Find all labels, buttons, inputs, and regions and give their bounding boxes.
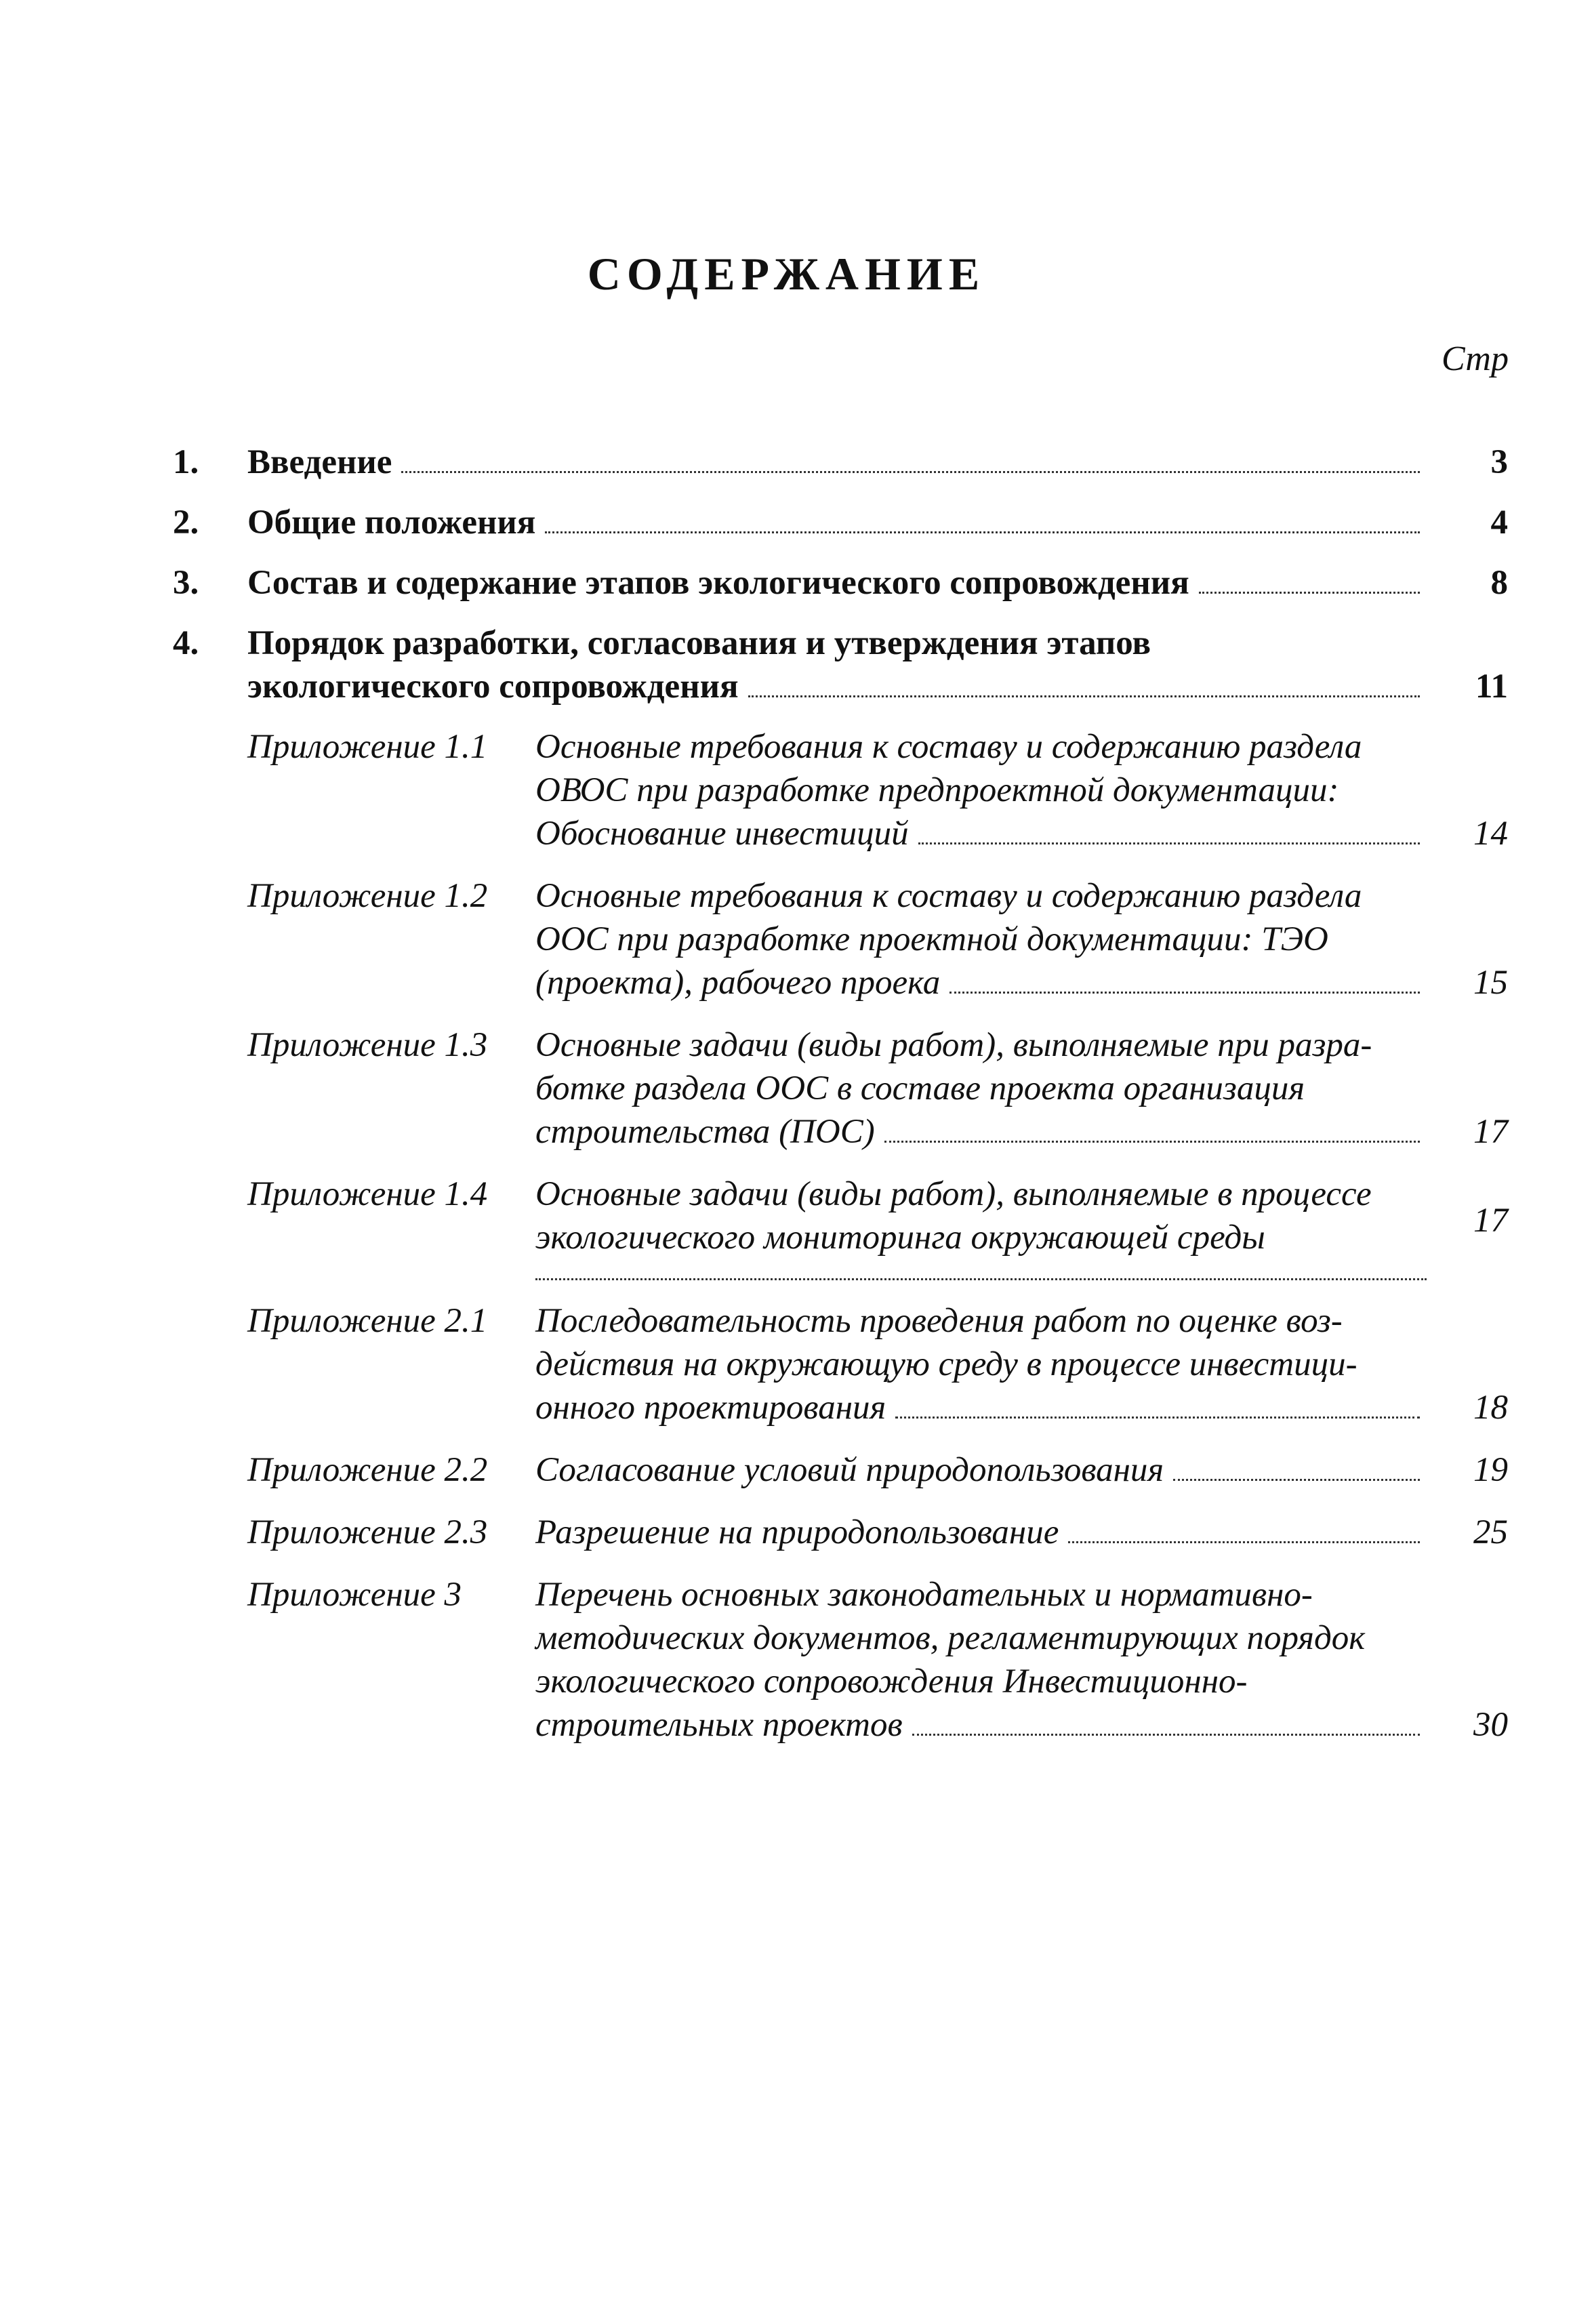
page-column-label: Стр bbox=[1442, 340, 1509, 378]
dot-leader bbox=[535, 1258, 1427, 1280]
appendix-title: Разрешение на природопользование bbox=[535, 1513, 1059, 1551]
section-page-number: 3 bbox=[1490, 443, 1508, 481]
section-page-number: 4 bbox=[1490, 504, 1508, 542]
appendix-label: Приложение 2.2 bbox=[247, 1451, 488, 1489]
section-number: 1. bbox=[173, 443, 199, 481]
appendix-page-number: 30 bbox=[1473, 1706, 1508, 1744]
toc-appendix-1-1[interactable] bbox=[173, 725, 1508, 855]
appendix-page-number: 17 bbox=[1473, 1113, 1508, 1151]
appendix-title-line: Основные задачи (виды работ), выполняемые при разра- bbox=[535, 1026, 1372, 1064]
toc-appendix-1-2[interactable] bbox=[173, 874, 1508, 1004]
dot-leader bbox=[545, 531, 1420, 533]
section-title-line: Порядок разработки, согласования и утверждения этапов bbox=[247, 624, 1151, 662]
appendices-list bbox=[173, 725, 1508, 1747]
dot-leader bbox=[1173, 1479, 1420, 1481]
appendix-title: Обоснование инвестиций bbox=[535, 815, 909, 853]
toc-appendix-1-4[interactable] bbox=[173, 1173, 1508, 1280]
section-title: Состав и содержание этапов экологического сопровождения bbox=[247, 564, 1189, 602]
dot-leader bbox=[401, 471, 1420, 473]
appendix-page-number: 14 bbox=[1473, 815, 1508, 853]
appendix-page-number: 25 bbox=[1473, 1513, 1508, 1551]
appendix-title: (проекта), рабочего проека bbox=[535, 964, 941, 1002]
appendix-title: Согласование условий природопользования bbox=[535, 1451, 1164, 1489]
appendix-page-number: 17 bbox=[1473, 1202, 1508, 1240]
appendix-title-line: Основные задачи (виды работ), выполняемые в процессе bbox=[535, 1175, 1372, 1213]
appendix-title-line: ботке раздела ООС в составе проекта организация bbox=[535, 1069, 1305, 1107]
appendix-title-line: Перечень основных законодательных и нормативно- bbox=[535, 1576, 1313, 1614]
appendix-label: Приложение 1.3 bbox=[247, 1026, 488, 1064]
section-number: 4. bbox=[173, 624, 199, 662]
appendix-page-number: 15 bbox=[1473, 964, 1508, 1002]
dot-leader bbox=[1199, 592, 1420, 594]
appendix-title-line: Последовательность проведения работ по оценке воз- bbox=[535, 1302, 1343, 1340]
dot-leader bbox=[895, 1416, 1420, 1419]
appendix-title-line: Основные требования к составу и содержанию раздела bbox=[535, 728, 1362, 766]
appendix-title-line: ООС при разработке проектной документации: ТЭО bbox=[535, 920, 1328, 958]
section-page-number: 11 bbox=[1475, 668, 1508, 706]
dot-leader bbox=[949, 992, 1420, 994]
appendix-label: Приложение 3 bbox=[247, 1576, 462, 1614]
dot-leader bbox=[912, 1734, 1420, 1736]
appendix-label: Приложение 1.4 bbox=[247, 1175, 488, 1213]
page-title: СОДЕРЖАНИЕ bbox=[587, 248, 986, 300]
appendix-title-line: методических документов, регламентирующих порядок bbox=[535, 1619, 1366, 1657]
appendix-title-line: ОВОС при разработке предпроектной документации: bbox=[535, 771, 1339, 809]
table-of-contents bbox=[173, 441, 1508, 1766]
toc-appendix-2-1[interactable] bbox=[173, 1299, 1508, 1429]
appendix-title: онного проектирования bbox=[535, 1389, 886, 1427]
appendix-title: экологического мониторинга окружающей среды bbox=[535, 1219, 1265, 1257]
appendix-page-number: 18 bbox=[1473, 1389, 1508, 1427]
dot-leader bbox=[1068, 1541, 1420, 1543]
toc-appendix-2-3[interactable] bbox=[173, 1511, 1508, 1554]
section-title: экологического сопровождения bbox=[247, 668, 739, 706]
appendix-label: Приложение 1.1 bbox=[247, 728, 488, 766]
appendix-title-line: действия на окружающую среду в процессе инвестици- bbox=[535, 1345, 1357, 1383]
appendix-title: строительных проектов bbox=[535, 1706, 903, 1744]
dot-leader bbox=[884, 1141, 1420, 1143]
section-number: 2. bbox=[173, 504, 199, 542]
appendix-title-line: Основные требования к составу и содержанию раздела bbox=[535, 877, 1362, 915]
appendix-title: строительства (ПОС) bbox=[535, 1113, 875, 1151]
toc-appendix-3[interactable] bbox=[173, 1573, 1508, 1747]
toc-appendix-2-2[interactable] bbox=[173, 1448, 1508, 1492]
toc-section-3[interactable] bbox=[173, 561, 1508, 605]
section-title: Введение bbox=[247, 443, 392, 481]
section-title: Общие положения bbox=[247, 504, 536, 542]
appendix-page-number: 19 bbox=[1473, 1451, 1508, 1489]
toc-appendix-1-3[interactable] bbox=[173, 1023, 1508, 1154]
appendix-label: Приложение 1.2 bbox=[247, 877, 488, 915]
dot-leader bbox=[748, 695, 1420, 697]
toc-section-4[interactable] bbox=[173, 621, 1508, 708]
toc-section-2[interactable] bbox=[173, 501, 1508, 544]
section-number: 3. bbox=[173, 564, 199, 602]
section-page-number: 8 bbox=[1490, 564, 1508, 602]
appendix-title-line: экологического сопровождения Инвестиционно- bbox=[535, 1663, 1248, 1700]
appendix-label: Приложение 2.1 bbox=[247, 1302, 488, 1340]
toc-section-1[interactable] bbox=[173, 441, 1508, 484]
dot-leader bbox=[918, 842, 1420, 844]
appendix-label: Приложение 2.3 bbox=[247, 1513, 488, 1551]
